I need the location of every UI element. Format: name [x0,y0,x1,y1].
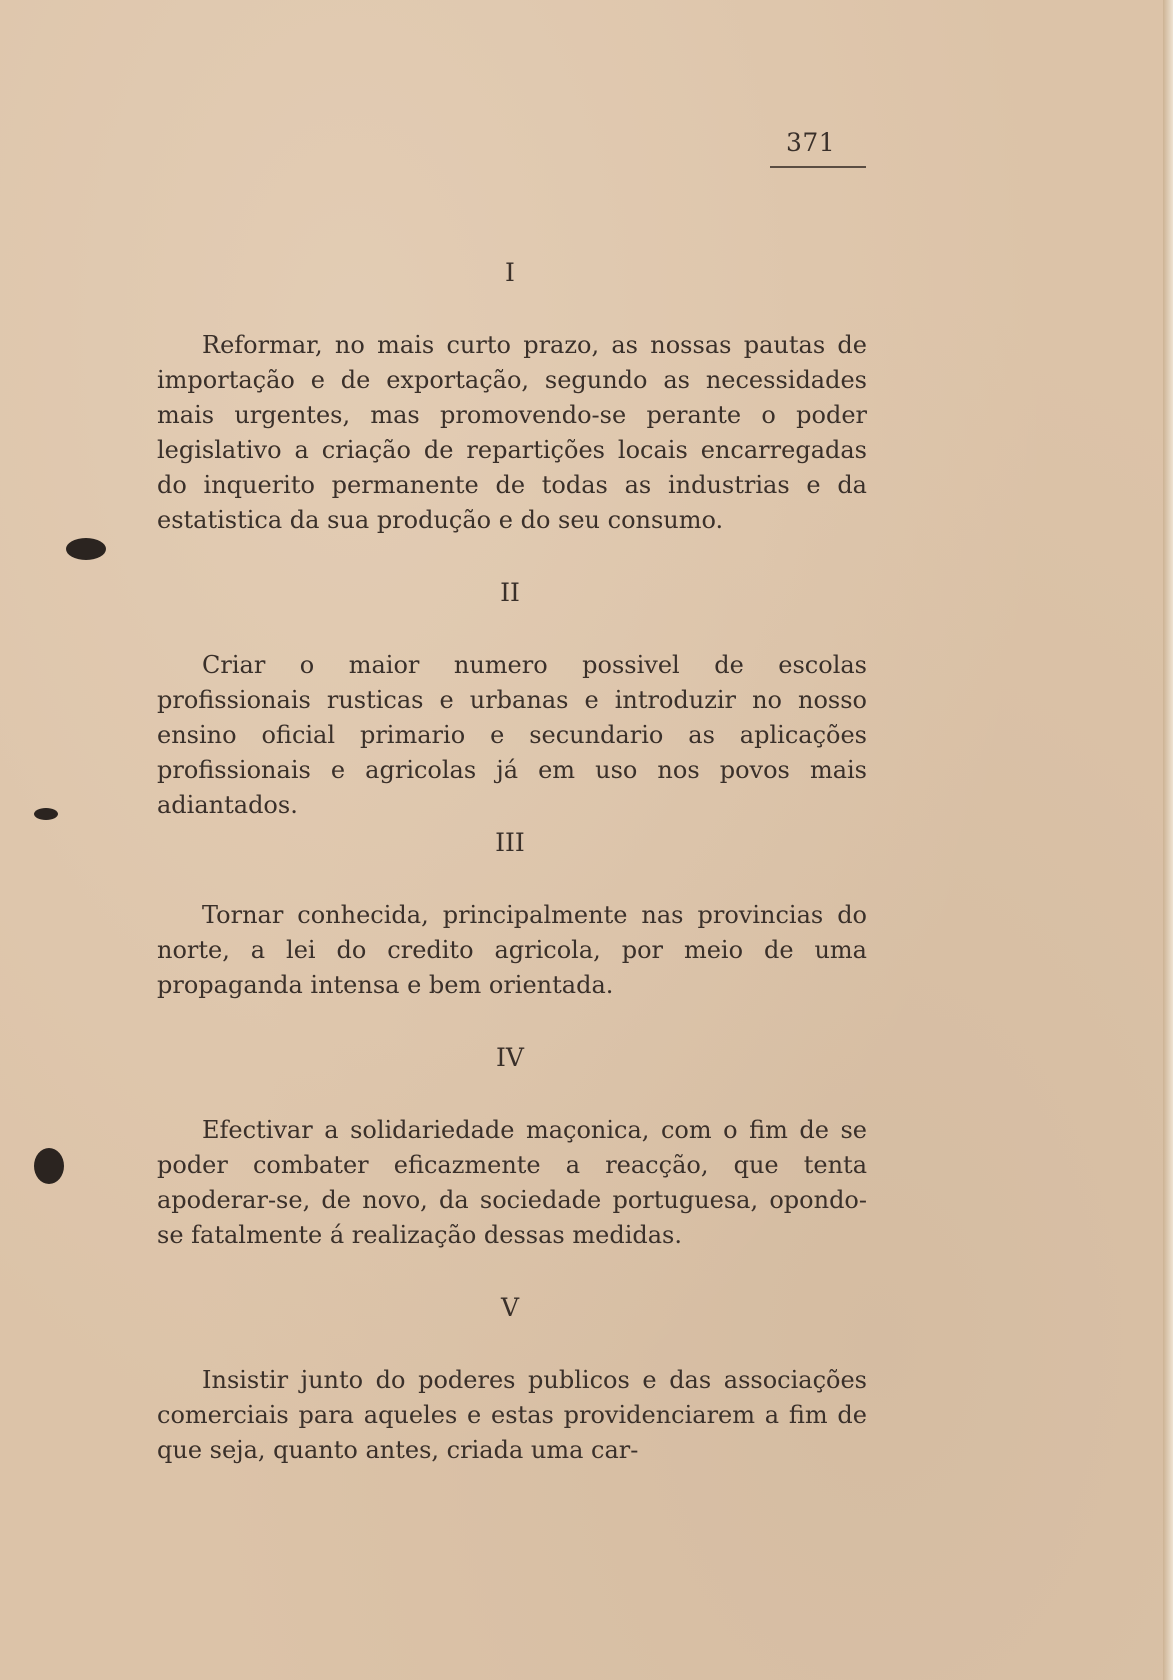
section-heading-ii: II [500,578,520,607]
section-heading-i: I [505,258,515,287]
section-text-v: Insistir junto do poderes publicos e das associações comerciais para aqueles e estas providenciarem a fim de que seja, quanto antes, criada uma car- [157,1366,867,1464]
binding-hole [66,538,106,560]
section-text-iv: Efectivar a solidariedade maçonica, com o fim de se poder combater eficazmente a reacção, que tenta apoderar-se, de novo, da sociedade portuguesa, opondo-se fatalmente á realização dessas medidas. [157,1116,867,1249]
page-edge [1163,0,1173,1680]
binding-hole [34,808,58,820]
binding-hole [34,1148,64,1184]
section-text-ii: Criar o maior numero possivel de escolas profissionais rusticas e urbanas e introduzir no nosso ensino oficial primario e secundario as aplicações profissionais e agricolas já em uso nos povos mais adiantados. [157,651,867,819]
section-heading-iv: IV [496,1043,524,1072]
page-number: 371 [786,128,836,157]
section-heading-iii: III [495,828,525,857]
section-text-iii: Tornar conhecida, principalmente nas provincias do norte, a lei do credito agricola, por meio de uma propaganda intensa e bem orientada. [157,901,867,999]
section-text-i: Reformar, no mais curto prazo, as nossas pautas de importação e de exportação, segundo as necessidades mais urgentes, mas promovendo-se perante o poder legislativo a criação de repartições locais encarregadas do inquerito permanente de todas as industrias e da estatistica da sua produção e do seu consumo. [157,331,867,534]
section-heading-v: V [500,1293,520,1322]
page-number-rule [770,166,866,168]
